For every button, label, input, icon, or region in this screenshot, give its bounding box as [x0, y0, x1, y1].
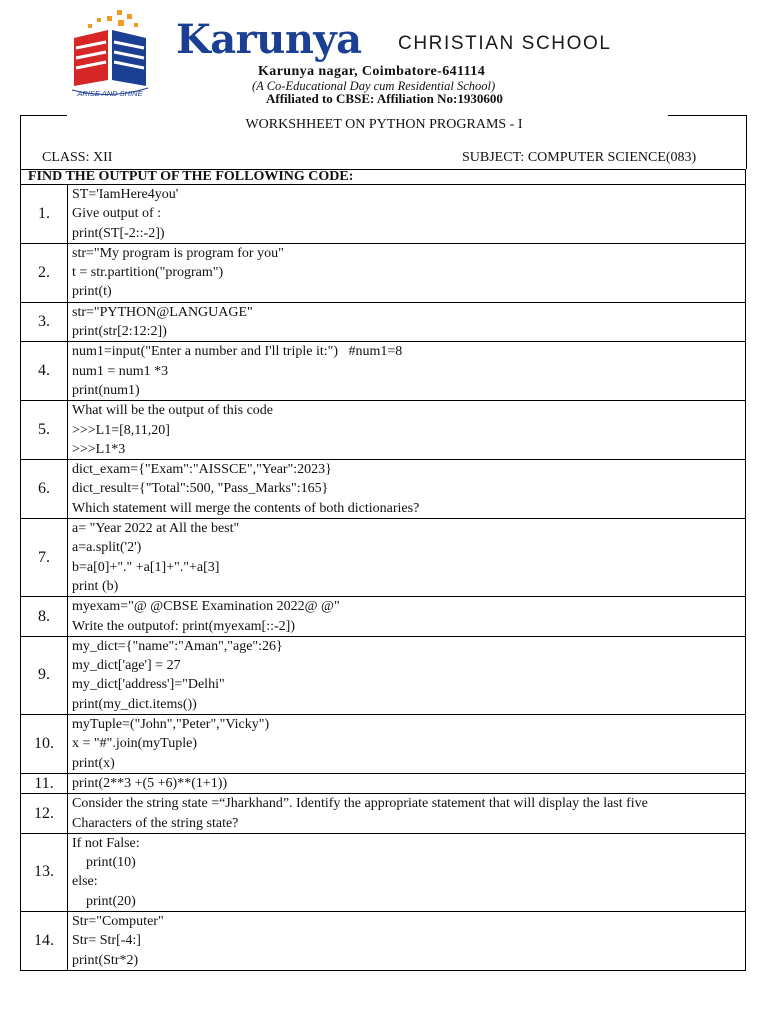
code-line: What will be the output of this code: [72, 403, 274, 419]
question-body: [68, 636, 746, 714]
code-line: str="PYTHON@LANGUAGE": [72, 304, 253, 320]
code-line: Give output of :: [72, 206, 162, 222]
question-body: [68, 597, 746, 637]
question-body: [68, 401, 746, 460]
question-row: [21, 185, 746, 244]
school-brand-name: Karunya: [176, 16, 362, 63]
question-row: [21, 243, 746, 302]
code-line: str="My program is program for you": [72, 245, 284, 261]
code-line: Str= Str[-4:]: [72, 933, 141, 949]
code-line: t = str.partition("program"): [72, 265, 224, 281]
question-body: [68, 911, 746, 970]
question-row: [21, 636, 746, 714]
question-number: 14.: [21, 911, 68, 970]
code-line: b=a[0]+"." +a[1]+"."+a[3]: [72, 559, 220, 575]
code-line: print(num1): [72, 382, 140, 398]
code-line: myTuple=("John","Peter","Vicky"): [72, 717, 270, 733]
question-row: [21, 715, 746, 774]
question-body: [68, 715, 746, 774]
question-body: [68, 794, 746, 834]
class-label: CLASS: XII: [42, 150, 113, 165]
question-number: 3.: [21, 302, 68, 342]
code-line: >>>L1=[8,11,20]: [72, 422, 170, 438]
question-row: [21, 519, 746, 597]
question-body: [68, 773, 746, 793]
frame-top-right-rule: [668, 115, 746, 116]
question-number: 5.: [21, 401, 68, 460]
question-number: 2.: [21, 243, 68, 302]
question-row: [21, 833, 746, 911]
code-line: num1=input("Enter a number and I'll triple it:") #num1=8: [72, 344, 403, 360]
question-number: 11.: [21, 773, 68, 793]
section-heading: FIND THE OUTPUT OF THE FOLLOWING CODE:: [21, 170, 746, 185]
code-line: >>>L1*3: [72, 441, 126, 457]
section-heading-row: [21, 170, 746, 185]
code-line: Characters of the string state?: [72, 815, 239, 831]
code-line: dict_result={"Total":500, "Pass_Marks":165}: [72, 481, 329, 497]
question-number: 6.: [21, 460, 68, 519]
question-row: [21, 401, 746, 460]
code-line: print(20): [72, 893, 136, 909]
question-number: 7.: [21, 519, 68, 597]
code-line: print(2**3 +(5 +6)**(1+1)): [72, 775, 228, 791]
questions-table: [20, 169, 746, 971]
question-row: [21, 342, 746, 401]
code-line: ST='IamHere4you': [72, 187, 179, 202]
question-row: [21, 302, 746, 342]
code-line: my_dict['age'] = 27: [72, 658, 181, 674]
question-row: [21, 597, 746, 637]
school-address: Karunya nagar, Coimbatore-641114: [258, 64, 486, 79]
school-brand-subtitle: CHRISTIAN SCHOOL: [398, 33, 612, 54]
question-row: [21, 460, 746, 519]
question-body: [68, 342, 746, 401]
code-line: myexam="@ @CBSE Examination 2022@ @": [72, 599, 340, 615]
code-line: Write the outputof: print(myexam[::-2]): [72, 618, 295, 634]
school-type: (A Co-Educational Day cum Residential School): [252, 79, 496, 93]
worksheet-title: WORKSHHEET ON PYTHON PROGRAMS - I: [245, 117, 523, 132]
question-row: [21, 794, 746, 834]
code-line: print(str[2:12:2]): [72, 324, 167, 340]
question-row: [21, 911, 746, 970]
code-line: Which statement will merge the contents of both dictionaries?: [72, 500, 420, 516]
code-line: print(x): [72, 755, 115, 771]
question-body: [68, 185, 746, 244]
code-line: If not False:: [72, 835, 140, 851]
code-line: else:: [72, 874, 98, 890]
code-line: print (b): [72, 578, 119, 594]
subject-label: SUBJECT: COMPUTER SCIENCE(083): [462, 150, 697, 165]
code-line: print(ST[-2::-2]): [72, 225, 165, 241]
code-line: my_dict={"name":"Aman","age":26}: [72, 638, 283, 654]
code-line: Consider the string state =“Jharkhand”. Identify the appropriate statement that will display the last five: [72, 796, 648, 812]
question-number: 4.: [21, 342, 68, 401]
code-line: a= "Year 2022 at All the best": [72, 521, 240, 537]
question-row: [21, 773, 746, 793]
question-number: 1.: [21, 185, 68, 244]
code-line: print(t): [72, 284, 112, 300]
question-body: [68, 460, 746, 519]
school-affiliation: Affiliated to CBSE: Affiliation No:1930600: [266, 91, 503, 106]
logo-motto: ARISE AND SHINE: [77, 89, 143, 98]
code-line: Str="Computer": [72, 913, 164, 929]
frame-top-left-rule: [20, 115, 67, 116]
question-number: 9.: [21, 636, 68, 714]
code-line: a=a.split('2'): [72, 540, 142, 556]
code-line: x = "#".join(myTuple): [72, 736, 197, 752]
code-line: print(my_dict.items()): [72, 696, 197, 712]
question-number: 12.: [21, 794, 68, 834]
code-line: print(Str*2): [72, 952, 139, 968]
code-line: print(10): [72, 855, 136, 871]
question-body: [68, 243, 746, 302]
question-body: [68, 519, 746, 597]
code-line: num1 = num1 *3: [72, 363, 169, 379]
code-line: dict_exam={"Exam":"AISSCE","Year":2023}: [72, 462, 332, 478]
school-logo: [70, 8, 150, 100]
question-body: [68, 302, 746, 342]
question-number: 8.: [21, 597, 68, 637]
question-number: 10.: [21, 715, 68, 774]
question-body: [68, 833, 746, 911]
code-line: my_dict['address']="Delhi": [72, 677, 225, 693]
question-number: 13.: [21, 833, 68, 911]
